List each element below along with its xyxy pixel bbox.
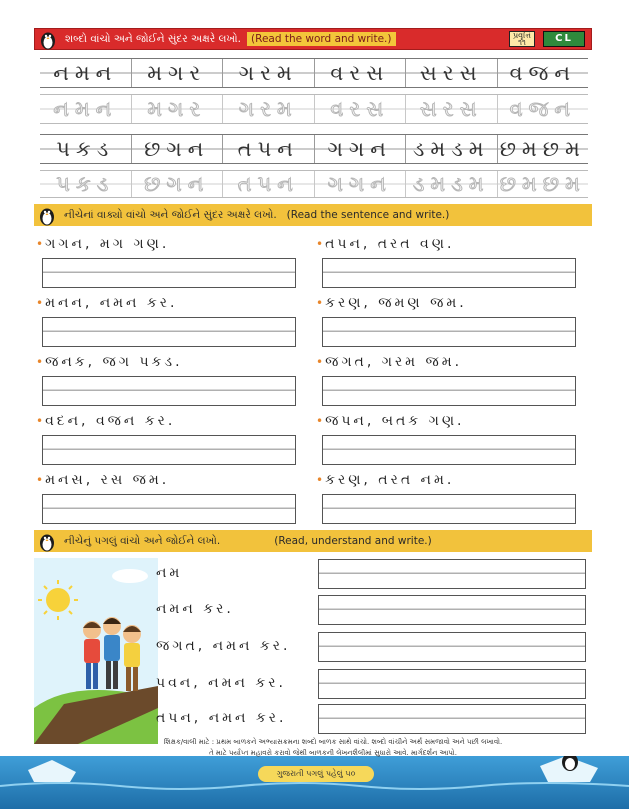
writing-box[interactable] (42, 258, 296, 288)
children-greeting-illustration (34, 558, 158, 744)
word-row-2 (40, 134, 588, 164)
bullet-icon: • (36, 355, 44, 369)
word-cell: છમછમ (499, 136, 586, 161)
sentence-item (316, 293, 576, 347)
teacher-note (118, 737, 548, 759)
bullet-icon: • (36, 414, 44, 428)
activity-number-tag: પ્રવૃત્તિ ૧૧ (509, 31, 535, 47)
penguin-icon (38, 204, 56, 226)
sentence-item (36, 352, 296, 406)
sentence-text: કરણ, તરત નમ. (325, 472, 455, 488)
sentence-text: જપન, બતક ગણ. (325, 413, 465, 429)
trace-word-cell[interactable]: તપન (223, 171, 315, 197)
writing-box[interactable] (322, 376, 576, 406)
section3-title-english: (Read, understand and write.) (274, 535, 432, 547)
section1-title-gujarati: શબ્દો વાંચો અને જોઈને સુંદર અક્ષરે લખો. (65, 32, 242, 45)
sentence-item (316, 234, 576, 288)
sentence-text: મનસ, રસ જમ. (45, 472, 170, 488)
cl-badge: CL (543, 31, 585, 47)
trace-row-2 (40, 170, 588, 198)
section3-title-gujarati: નીચેનું પગલું વાંચો અને જોઈને લખો. (64, 534, 221, 547)
teacher-note-line: તે માટે પર્યાપ્ત મહાવરો કરાવો જેથી બાળકની લેખનશૈલીમાં સુધારો આવે. માર્ગદર્શન આપો. (209, 749, 457, 757)
bullet-icon: • (316, 237, 324, 251)
word-cell: ગરમ (223, 59, 315, 87)
bullet-icon: • (36, 473, 44, 487)
word-cell: સરસ (406, 59, 498, 87)
trace-word-cell[interactable]: છમછમ (499, 171, 586, 196)
sentence-text: તપન, તરત વણ. (325, 236, 455, 252)
writing-box[interactable] (318, 669, 586, 699)
trace-word-cell[interactable]: છગન (132, 171, 224, 197)
writing-box[interactable] (318, 632, 586, 662)
word-cell: વરસ (315, 59, 407, 87)
bullet-icon: • (36, 296, 44, 310)
writing-box[interactable] (42, 494, 296, 524)
writing-box[interactable] (42, 317, 296, 347)
word-cell: ગગન (315, 135, 407, 163)
writing-box[interactable] (322, 494, 576, 524)
section2-header (34, 204, 592, 226)
bullet-icon: • (316, 296, 324, 310)
trace-word-cell[interactable]: મગર (132, 95, 224, 123)
section2-title-gujarati: નીચેનાં વાક્યો વાંચો અને જોઈને સુંદર અક્ષરે લખો. (64, 208, 277, 221)
trace-word-cell[interactable]: ડમડમ (406, 171, 498, 197)
sentence-item (316, 470, 576, 524)
writing-box[interactable] (322, 258, 576, 288)
teacher-note-line: શિક્ષક/વાલી માટે : પ્રથમ બાળકને અભ્યાસક્રમના શબ્દો બાળક સાથે વાંચો. શબ્દો વાંચીને અર્થ સમજાવો અને પછી લખાવો. (163, 738, 503, 746)
sentence-item (316, 411, 576, 465)
word-cell: નમન (40, 59, 132, 87)
bullet-icon: • (316, 414, 324, 428)
section2-title-english: (Read the sentence and write.) (286, 209, 450, 221)
writing-box[interactable] (318, 704, 586, 734)
word-cell: પકડ (40, 135, 132, 163)
bullet-icon: • (316, 355, 324, 369)
phrase-text: જગત, નમન કર. (156, 638, 291, 654)
sentence-text: જનક, જગ પકડ. (45, 354, 183, 370)
writing-box[interactable] (318, 559, 586, 589)
trace-word-cell[interactable]: પકડ (40, 171, 132, 197)
sentence-text: જગત, ગરમ જમ. (325, 354, 463, 370)
trace-word-cell[interactable]: નમન (40, 95, 132, 123)
bullet-icon: • (36, 237, 44, 251)
sentence-text: વદન, વજન કર. (45, 413, 176, 429)
phrase-text: નમન કર. (156, 601, 234, 617)
trace-row-1 (40, 94, 588, 124)
sentence-item (36, 293, 296, 347)
book-title-tag: ગુજરાતી પગલું પહેલું ૫૦ (258, 766, 374, 782)
word-row-1 (40, 58, 588, 88)
trace-word-cell[interactable]: સરસ (406, 95, 498, 123)
phrase-text: નમ (156, 565, 183, 581)
trace-word-cell[interactable]: વજન (509, 96, 577, 121)
sentence-item (36, 470, 296, 524)
word-cell: તપન (223, 135, 315, 163)
writing-box[interactable] (42, 435, 296, 465)
iceberg-scene (0, 756, 629, 809)
water-strip (0, 756, 629, 809)
bullet-icon: • (316, 473, 324, 487)
section1-title-english: (Read the word and write.) (247, 32, 395, 46)
penguin-icon (39, 28, 57, 50)
penguin-icon (38, 530, 56, 552)
writing-box[interactable] (318, 595, 586, 625)
sentence-text: કરણ, જમણ જમ. (325, 295, 467, 311)
trace-word-cell[interactable]: ગરમ (223, 95, 315, 123)
trace-word-cell[interactable]: ગગન (315, 171, 407, 197)
section3-header (34, 530, 592, 552)
section1-header (34, 28, 592, 50)
sentence-item (36, 234, 296, 288)
sentence-text: મનન, નમન કર. (45, 295, 178, 311)
writing-box[interactable] (322, 317, 576, 347)
sentence-item (316, 352, 576, 406)
word-cell: છગન (132, 135, 224, 163)
word-cell: વજન (509, 60, 577, 85)
sentence-text: ગગન, મગ ગણ. (45, 236, 170, 252)
writing-box[interactable] (322, 435, 576, 465)
phrase-text: તપન, નમન કર. (156, 710, 287, 726)
word-cell: ડમડમ (406, 135, 498, 163)
word-cell: મગર (132, 59, 224, 87)
sentence-item (36, 411, 296, 465)
trace-word-cell[interactable]: વરસ (315, 95, 407, 123)
phrase-text: પવન, નમન કર. (156, 675, 286, 691)
writing-box[interactable] (42, 376, 296, 406)
